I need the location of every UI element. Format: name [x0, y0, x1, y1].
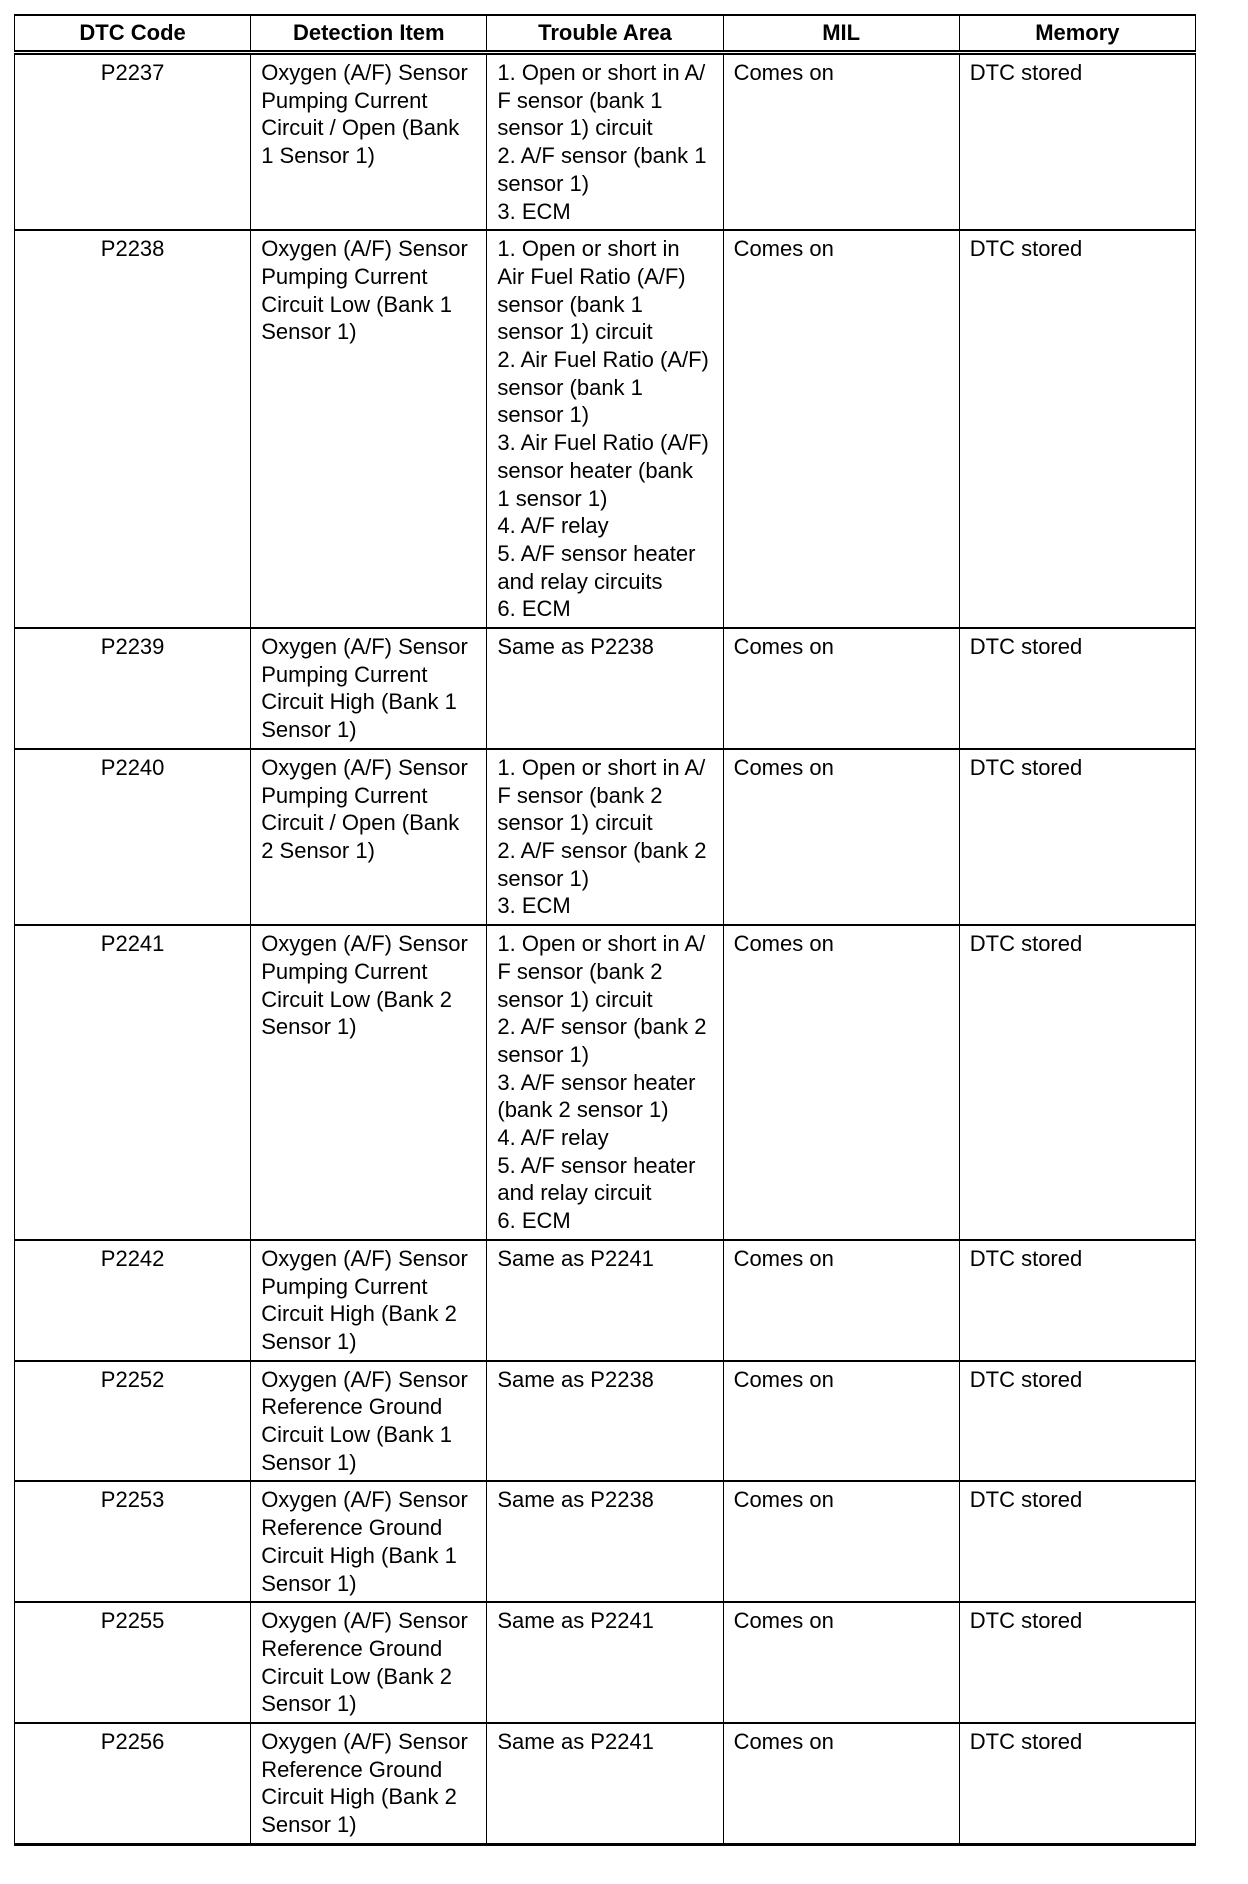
header-trouble-area: Trouble Area	[487, 15, 723, 53]
mil-cell: Comes on	[723, 925, 959, 1240]
table-row	[15, 749, 1196, 925]
header-mil: MIL	[723, 15, 959, 53]
detection-item-cell	[251, 1602, 487, 1723]
trouble-area-line: sensor 1)	[497, 170, 590, 196]
detection-item-cell	[251, 230, 487, 628]
memory-cell: DTC stored	[959, 230, 1195, 628]
detection-item-line: Circuit Low (Bank 2	[261, 1663, 452, 1689]
detection-item-line: Sensor 1)	[261, 1449, 357, 1475]
detection-item-cell	[251, 1723, 487, 1844]
table-row	[15, 1361, 1196, 1482]
dtc-code-cell: P2237	[15, 53, 251, 231]
trouble-area-line: Same as P2241	[497, 1245, 654, 1271]
memory-cell: DTC stored	[959, 1361, 1195, 1482]
table-row	[15, 1602, 1196, 1723]
detection-item-line: Circuit High (Bank 2	[261, 1301, 457, 1327]
detection-item-cell	[251, 53, 487, 231]
trouble-area-line: Same as P2238	[497, 1487, 654, 1513]
trouble-area-line: (bank 2 sensor 1)	[497, 1097, 669, 1123]
header-row	[15, 15, 1196, 53]
dtc-code-cell: P2256	[15, 1723, 251, 1844]
dtc-code-cell: P2241	[15, 925, 251, 1240]
trouble-area-line: sensor 1) circuit	[497, 319, 653, 345]
table-body	[15, 53, 1196, 1845]
mil-cell: Comes on	[723, 1602, 959, 1723]
memory-cell: DTC stored	[959, 1240, 1195, 1361]
trouble-area-line: 2. A/F sensor (bank 2	[497, 1014, 707, 1040]
trouble-area-line: Same as P2241	[497, 1729, 654, 1755]
detection-item-line: Sensor 1)	[261, 1570, 357, 1596]
trouble-area-line: Same as P2238	[497, 634, 654, 660]
dtc-table	[14, 14, 1196, 1846]
memory-cell: DTC stored	[959, 925, 1195, 1240]
trouble-area-cell	[487, 1481, 723, 1602]
trouble-area-cell	[487, 925, 723, 1240]
trouble-area-line: F sensor (bank 2	[497, 782, 663, 808]
trouble-area-line: 2. Air Fuel Ratio (A/F)	[497, 347, 709, 373]
trouble-area-line: and relay circuit	[497, 1180, 652, 1206]
detection-item-line: Sensor 1)	[261, 319, 357, 345]
detection-item-line: 2 Sensor 1)	[261, 837, 375, 863]
detection-item-line: Reference Ground	[261, 1635, 443, 1661]
header-memory: Memory	[959, 15, 1195, 53]
mil-cell: Comes on	[723, 53, 959, 231]
memory-cell: DTC stored	[959, 1602, 1195, 1723]
trouble-area-cell	[487, 1602, 723, 1723]
mil-cell: Comes on	[723, 1723, 959, 1844]
trouble-area-line: sensor 1)	[497, 1041, 590, 1067]
trouble-area-cell	[487, 230, 723, 628]
detection-item-line: Oxygen (A/F) Sensor	[261, 60, 468, 85]
dtc-code-cell: P2252	[15, 1361, 251, 1482]
detection-item-line: Pumping Current	[261, 87, 428, 113]
detection-item-line: Circuit / Open (Bank	[261, 810, 460, 836]
trouble-area-line: sensor (bank 1	[497, 291, 643, 317]
trouble-area-line: 5. A/F sensor heater	[497, 540, 696, 566]
trouble-area-line: sensor 1) circuit	[497, 115, 653, 141]
memory-cell: DTC stored	[959, 749, 1195, 925]
detection-item-line: Circuit High (Bank 2	[261, 1784, 457, 1810]
trouble-area-line: 3. ECM	[497, 893, 571, 919]
mil-cell: Comes on	[723, 749, 959, 925]
trouble-area-line: sensor (bank 1	[497, 374, 643, 400]
table-row	[15, 628, 1196, 749]
detection-item-line: Sensor 1)	[261, 1014, 357, 1040]
detection-item-line: Oxygen (A/F) Sensor	[261, 634, 468, 660]
detection-item-line: Oxygen (A/F) Sensor	[261, 1729, 468, 1755]
header-dtc-code: DTC Code	[15, 15, 251, 53]
trouble-area-line: sensor 1)	[497, 402, 590, 428]
detection-item-line: Circuit Low (Bank 1	[261, 1422, 452, 1448]
mil-cell: Comes on	[723, 230, 959, 628]
table-row	[15, 1481, 1196, 1602]
trouble-area-cell	[487, 53, 723, 231]
trouble-area-line: 3. ECM	[497, 198, 571, 224]
detection-item-line: Sensor 1)	[261, 717, 357, 743]
detection-item-line: Oxygen (A/F) Sensor	[261, 1245, 468, 1271]
table-row	[15, 1240, 1196, 1361]
trouble-area-line: 3. Air Fuel Ratio (A/F)	[497, 430, 709, 456]
detection-item-line: 1 Sensor 1)	[261, 143, 375, 169]
memory-cell: DTC stored	[959, 1481, 1195, 1602]
mil-cell: Comes on	[723, 628, 959, 749]
trouble-area-line: 6. ECM	[497, 596, 571, 622]
trouble-area-line: and relay circuits	[497, 568, 663, 594]
detection-item-line: Oxygen (A/F) Sensor	[261, 754, 468, 780]
trouble-area-line: 2. A/F sensor (bank 1	[497, 143, 707, 169]
trouble-area-line: 5. A/F sensor heater	[497, 1152, 696, 1178]
trouble-area-line: 1. Open or short in A/	[497, 754, 706, 780]
detection-item-line: Circuit / Open (Bank	[261, 115, 460, 141]
memory-cell: DTC stored	[959, 1723, 1195, 1844]
detection-item-line: Circuit Low (Bank 2	[261, 986, 452, 1012]
detection-item-line: Oxygen (A/F) Sensor	[261, 931, 468, 957]
trouble-area-cell	[487, 1240, 723, 1361]
table-row	[15, 230, 1196, 628]
detection-item-line: Sensor 1)	[261, 1328, 357, 1354]
dtc-code-cell: P2253	[15, 1481, 251, 1602]
mil-cell: Comes on	[723, 1481, 959, 1602]
memory-cell: DTC stored	[959, 628, 1195, 749]
trouble-area-line: Same as P2241	[497, 1608, 654, 1634]
detection-item-line: Reference Ground	[261, 1394, 443, 1420]
detection-item-line: Circuit Low (Bank 1	[261, 291, 452, 317]
mil-cell: Comes on	[723, 1240, 959, 1361]
trouble-area-line: 1. Open or short in A/	[497, 931, 706, 957]
trouble-area-line: 6. ECM	[497, 1208, 571, 1234]
table-row	[15, 925, 1196, 1240]
table-row	[15, 1723, 1196, 1844]
detection-item-line: Oxygen (A/F) Sensor	[261, 236, 468, 262]
detection-item-line: Pumping Current	[261, 958, 428, 984]
detection-item-line: Sensor 1)	[261, 1812, 357, 1838]
detection-item-cell	[251, 925, 487, 1240]
dtc-code-cell: P2255	[15, 1602, 251, 1723]
trouble-area-cell	[487, 749, 723, 925]
detection-item-line: Pumping Current	[261, 782, 428, 808]
trouble-area-line: 1 sensor 1)	[497, 485, 608, 511]
trouble-area-line: Air Fuel Ratio (A/F)	[497, 263, 686, 289]
memory-cell: DTC stored	[959, 53, 1195, 231]
detection-item-line: Reference Ground	[261, 1515, 443, 1541]
detection-item-cell	[251, 1240, 487, 1361]
detection-item-line: Pumping Current	[261, 661, 428, 687]
dtc-code-cell: P2238	[15, 230, 251, 628]
trouble-area-line: F sensor (bank 1	[497, 87, 663, 113]
trouble-area-line: 1. Open or short in	[497, 236, 680, 262]
trouble-area-line: 4. A/F relay	[497, 513, 609, 539]
detection-item-line: Circuit High (Bank 1	[261, 689, 457, 715]
detection-item-line: Pumping Current	[261, 263, 428, 289]
detection-item-line: Oxygen (A/F) Sensor	[261, 1366, 468, 1392]
header-detection-item: Detection Item	[251, 15, 487, 53]
trouble-area-line: sensor heater (bank	[497, 457, 694, 483]
trouble-area-line: sensor 1) circuit	[497, 810, 653, 836]
detection-item-line: Sensor 1)	[261, 1691, 357, 1717]
trouble-area-line: 1. Open or short in A/	[497, 60, 706, 85]
dtc-code-cell: P2239	[15, 628, 251, 749]
trouble-area-cell	[487, 1723, 723, 1844]
detection-item-line: Pumping Current	[261, 1273, 428, 1299]
detection-item-cell	[251, 1481, 487, 1602]
detection-item-cell	[251, 1361, 487, 1482]
detection-item-line: Oxygen (A/F) Sensor	[261, 1487, 468, 1513]
detection-item-cell	[251, 628, 487, 749]
trouble-area-line: 3. A/F sensor heater	[497, 1069, 696, 1095]
trouble-area-line: Same as P2238	[497, 1366, 654, 1392]
trouble-area-cell	[487, 1361, 723, 1482]
dtc-code-cell: P2240	[15, 749, 251, 925]
mil-cell: Comes on	[723, 1361, 959, 1482]
trouble-area-line: 4. A/F relay	[497, 1125, 609, 1151]
detection-item-line: Oxygen (A/F) Sensor	[261, 1608, 468, 1634]
detection-item-cell	[251, 749, 487, 925]
trouble-area-line: 2. A/F sensor (bank 2	[497, 837, 707, 863]
detection-item-line: Reference Ground	[261, 1756, 443, 1782]
table-header	[15, 15, 1196, 53]
table-row	[15, 53, 1196, 231]
trouble-area-line: sensor 1)	[497, 865, 590, 891]
trouble-area-cell	[487, 628, 723, 749]
trouble-area-line: sensor 1) circuit	[497, 986, 653, 1012]
detection-item-line: Circuit High (Bank 1	[261, 1542, 457, 1568]
dtc-code-cell: P2242	[15, 1240, 251, 1361]
trouble-area-line: F sensor (bank 2	[497, 958, 663, 984]
